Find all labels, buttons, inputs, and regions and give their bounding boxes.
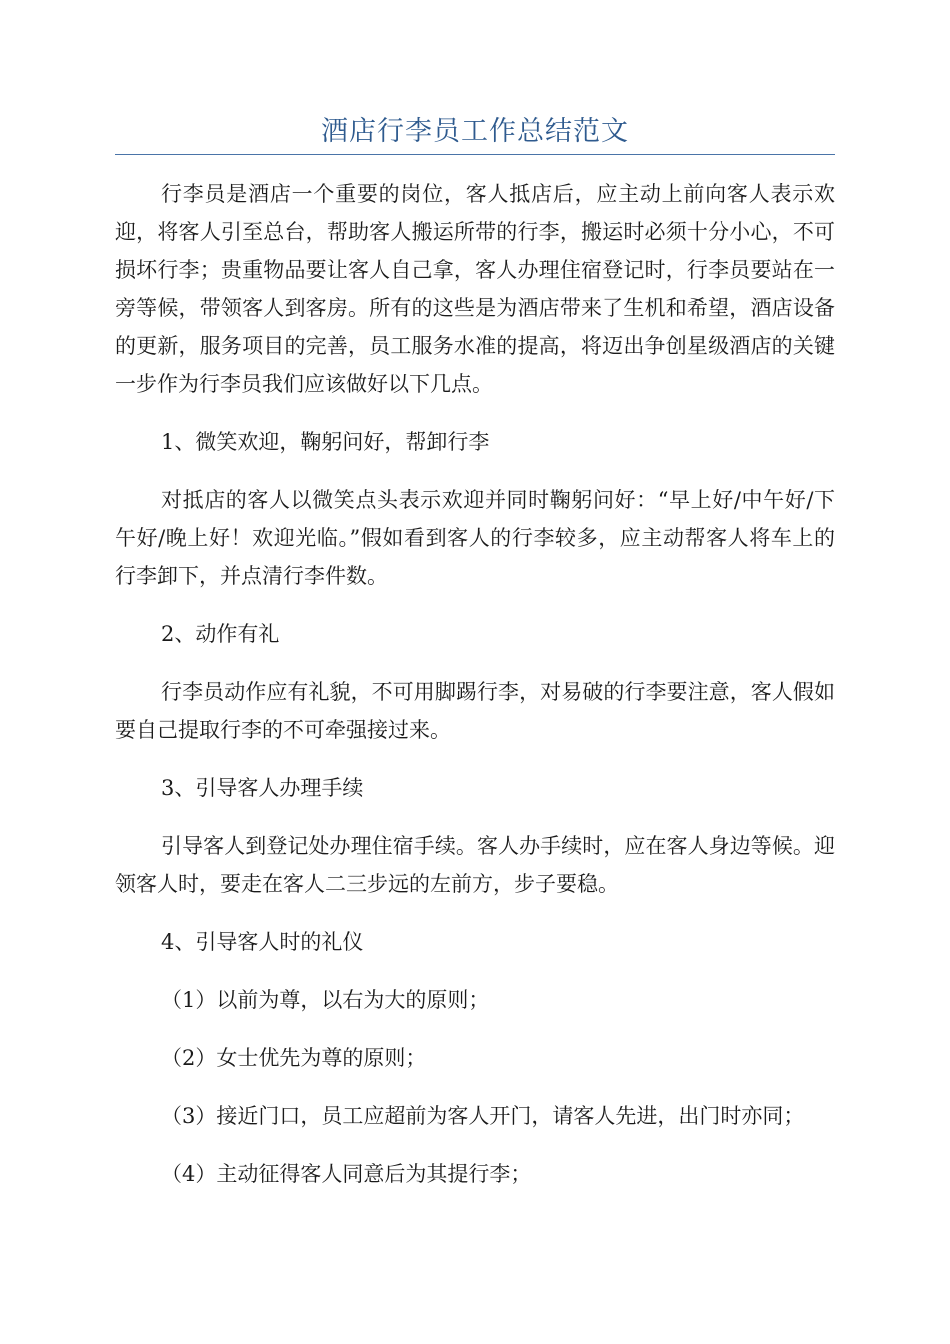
intro-paragraph: 行李员是酒店一个重要的岗位，客人抵店后，应主动上前向客人表示欢迎，将客人引至总台，帮助客人搬运所带的行李，搬运时必须十分小心，不可损坏行李；贵重物品要让客人自己拿，客人办理住宿登记时，行李员要站在一旁等候，带领客人到客房。所有的这些是为酒店带来了生机和希望，酒店设备的更新，服务项目的完善，员工服务水准的提高，将迈出争创星级酒店的关键一步作为行李员我们应该做好以下几点。	[115, 182, 835, 396]
section-paragraph-2: 行李员动作应有礼貌，不可用脚踢行李，对易破的行李要注意，客人假如要自己提取行李的不可牵强接过来。	[115, 680, 835, 742]
section-heading-1: 1、微笑欢迎，鞠躬问好，帮卸行李	[161, 430, 490, 454]
list-item-3: （3）接近门口，员工应超前为客人开门，请客人先进，出门时亦同；	[161, 1104, 805, 1128]
list-item-2: （2）女士优先为尊的原则；	[161, 1046, 427, 1070]
section-heading-3: 3、引导客人办理手续	[161, 776, 364, 800]
section-paragraph-3: 引导客人到登记处办理住宿手续。客人办手续时，应在客人身边等候。迎领客人时，要走在客人二三步远的左前方，步子要稳。	[115, 834, 835, 896]
section-paragraph-1: 对抵店的客人以微笑点头表示欢迎并同时鞠躬问好：“早上好/中午好/下午好/晚上好！欢迎光临。”假如看到客人的行李较多，应主动帮客人将车上的行李卸下，并点清行李件数。	[115, 488, 835, 588]
title-underline	[115, 154, 835, 155]
section-heading-2: 2、动作有礼	[161, 622, 280, 646]
document-body	[115, 175, 835, 1213]
section-heading-4: 4、引导客人时的礼仪	[161, 930, 364, 954]
list-item-1: （1）以前为尊，以右为大的原则；	[161, 988, 490, 1012]
document-title: 酒店行李员工作总结范文	[321, 116, 629, 147]
list-item-4: （4）主动征得客人同意后为其提行李；	[161, 1162, 532, 1186]
